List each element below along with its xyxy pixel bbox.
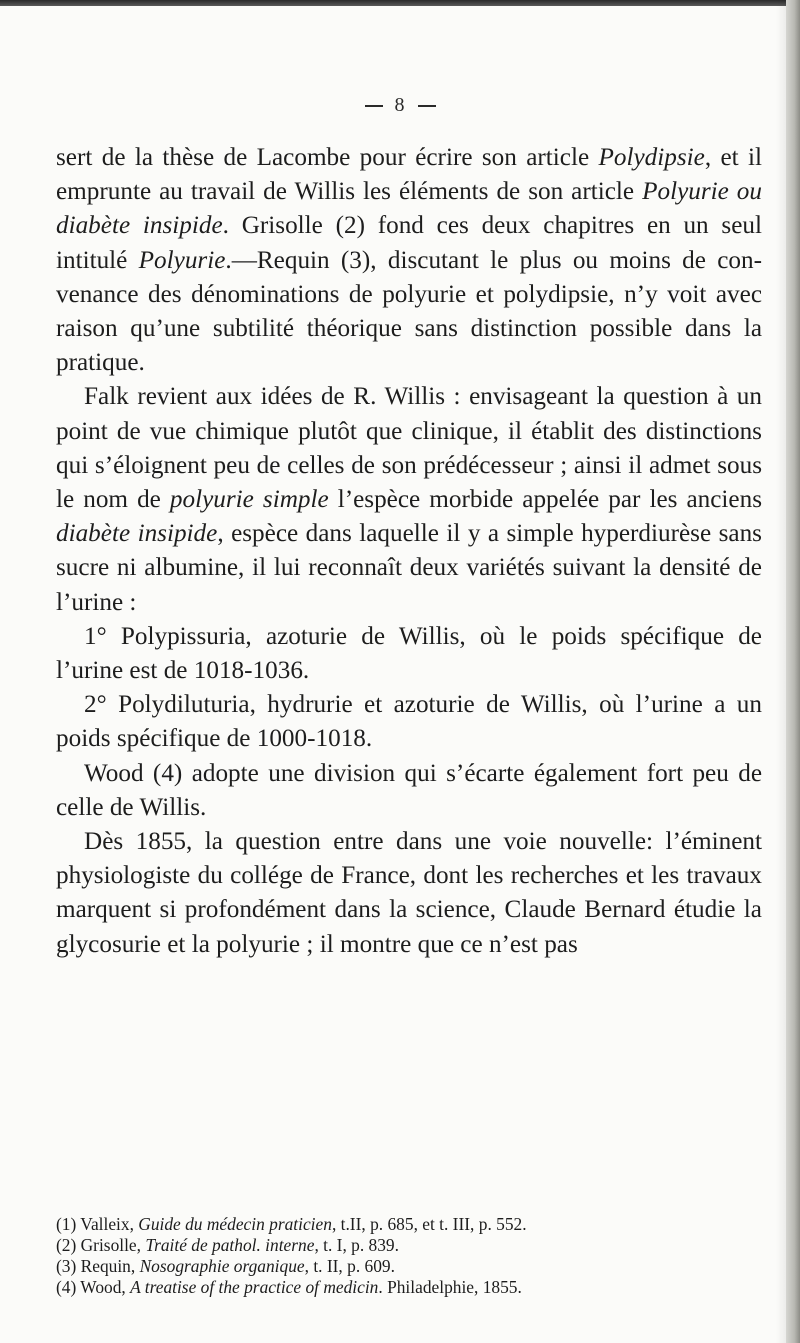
text-run: 1° Polypissuria, azoturie de Willis, où le poids spécifique de l’urine est de 1018-1036.	[56, 622, 762, 685]
gutter-shadow	[776, 0, 786, 1343]
italic-text: Polyurie	[138, 246, 226, 274]
footnote	[56, 1277, 762, 1298]
footnote-text: . Philadelphie, 1855.	[378, 1277, 522, 1297]
italic-text: Polydipsie	[598, 144, 705, 171]
italic-text: polyurie simple	[169, 486, 329, 514]
text-run: , et il emprunte au travail de Willis les éléments de son article	[56, 144, 762, 206]
text-run: .—Requin (3), discutant le plus ou moins de convenance des dénominations de polyurie et polydipsie, n’y voit avec raison qu’une subtilité théorique sans distinction possible dans la pratique.	[56, 246, 763, 377]
paragraph	[56, 380, 762, 619]
text-run: . Grisolle (2) fond ces deux chapitres en un seul intitulé	[56, 212, 762, 274]
body-text	[56, 141, 762, 962]
footnote-title: A treatise of the practice of medicin	[130, 1277, 379, 1297]
footnote	[56, 1214, 762, 1235]
footnote-title: Traité de pathol. interne	[145, 1235, 315, 1255]
italic-text: diabète insipide	[56, 520, 218, 548]
page-number: 8	[394, 94, 406, 116]
footnote-text: (1) Valleix,	[56, 1214, 139, 1234]
top-edge-shadow	[0, 0, 800, 6]
text-run: 2° Polydiluturia, hydrurie et azoturie de Willis, où l’urine a un poids spécifique de 1000-1018.	[56, 691, 762, 753]
right-dash	[418, 105, 436, 107]
footnote-title: Nosographie organique	[139, 1256, 305, 1276]
footnote-text: (3) Requin,	[56, 1256, 140, 1276]
footnote-text: , t.II, p. 685, et t. III, p. 552.	[331, 1214, 527, 1234]
text-run: l’espèce morbide appelée par les anciens	[328, 486, 763, 514]
italic-text: Polyurie ou diabète insipide	[56, 178, 762, 240]
text-run: Dès 1855, la question entre dans une voie nouvelle: l’éminent physiologiste du collége de France, dont les recherches et les travaux marquent si profondément dans la science, Claude Bernard étudie la glycosurie et la polyurie ; il montre que ce n’est pas	[56, 828, 762, 958]
paragraph	[56, 757, 762, 825]
footnote-text: (4) Wood,	[56, 1277, 131, 1297]
text-run: sert de la thèse de Lacombe pour écrire son article	[56, 144, 599, 171]
page-number-header	[0, 94, 800, 117]
left-dash	[365, 105, 383, 107]
text-run: , espèce dans laquelle il y a simple hyperdiurèse sans sucre ni albumine, il lui reconnaît deux variétés suivant la densité de l’urine :	[56, 520, 762, 616]
text-run: Wood (4) adopte une division qui s’écarte également fort peu de celle de Willis.	[56, 759, 762, 821]
footnote-text: , t. I, p. 839.	[314, 1235, 399, 1255]
footnote	[56, 1256, 762, 1277]
paragraph	[56, 141, 762, 380]
paragraph	[56, 620, 762, 688]
footnote-title: Guide du médecin praticien	[138, 1214, 332, 1234]
footnote-text: (2) Grisolle,	[56, 1235, 146, 1255]
paragraph	[56, 688, 762, 756]
footnote	[56, 1235, 762, 1256]
page-edge	[786, 0, 800, 1343]
footnotes	[56, 1214, 762, 1298]
footnote-text: , t. II, p. 609.	[304, 1256, 395, 1276]
paragraph	[56, 825, 762, 962]
text-run: Falk revient aux idées de R. Willis : envisageant la question à un point de vue chimique plutôt que clinique, il établit des distinctions qui s’éloignent peu de celles de son prédécesseur ; ainsi il admet sous le nom de	[56, 383, 762, 514]
